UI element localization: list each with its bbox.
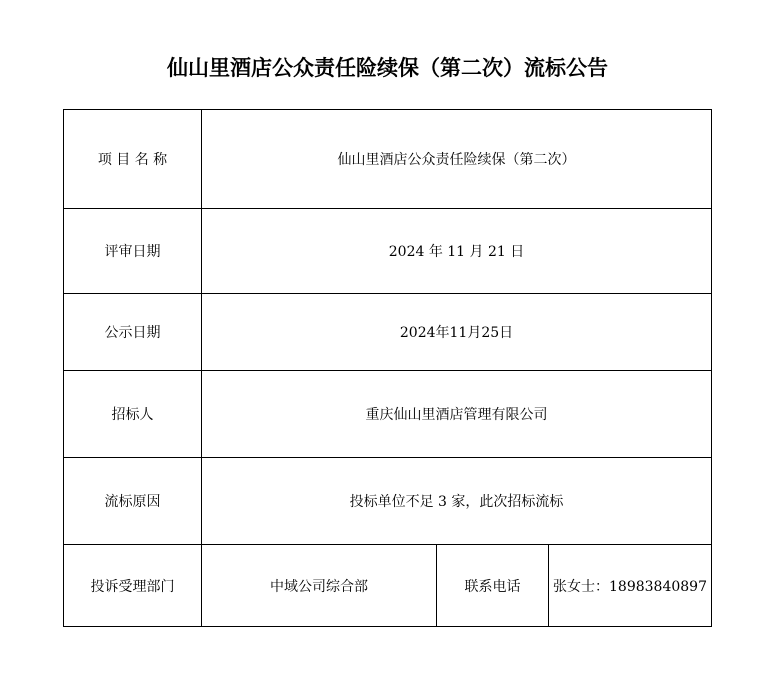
complaint-dept-label: 投诉受理部门: [64, 545, 202, 627]
row-project-name: [64, 110, 712, 209]
contact-phone-value: 张女士：18983840897: [549, 545, 712, 627]
publicity-date-label: 公示日期: [64, 294, 202, 371]
complaint-dept-value: 中域公司综合部: [202, 545, 437, 627]
review-date-label: 评审日期: [64, 209, 202, 294]
project-name-value: 仙山里酒店公众责任险续保（第二次）: [202, 110, 712, 209]
row-review-date: [64, 209, 712, 294]
failure-reason-label: 流标原因: [64, 458, 202, 545]
project-name-label: 项 目 名 称: [64, 110, 202, 209]
review-date-value: 2024 年 11 月 21 日: [202, 209, 712, 294]
notice-table: [63, 109, 712, 627]
contact-phone-label: 联系电话: [437, 545, 549, 627]
notice-title: 仙山里酒店公众责任险续保（第二次）流标公告: [167, 56, 608, 80]
failure-reason-value: 投标单位不足 3 家，此次招标流标: [202, 458, 712, 545]
publicity-date-value: 2024年11月25日: [202, 294, 712, 371]
row-publicity-date: [64, 294, 712, 371]
tenderer-value: 重庆仙山里酒店管理有限公司: [202, 371, 712, 458]
row-tenderer: [64, 371, 712, 458]
row-failure-reason: [64, 458, 712, 545]
row-complaint: [64, 545, 712, 627]
tenderer-label: 招标人: [64, 371, 202, 458]
